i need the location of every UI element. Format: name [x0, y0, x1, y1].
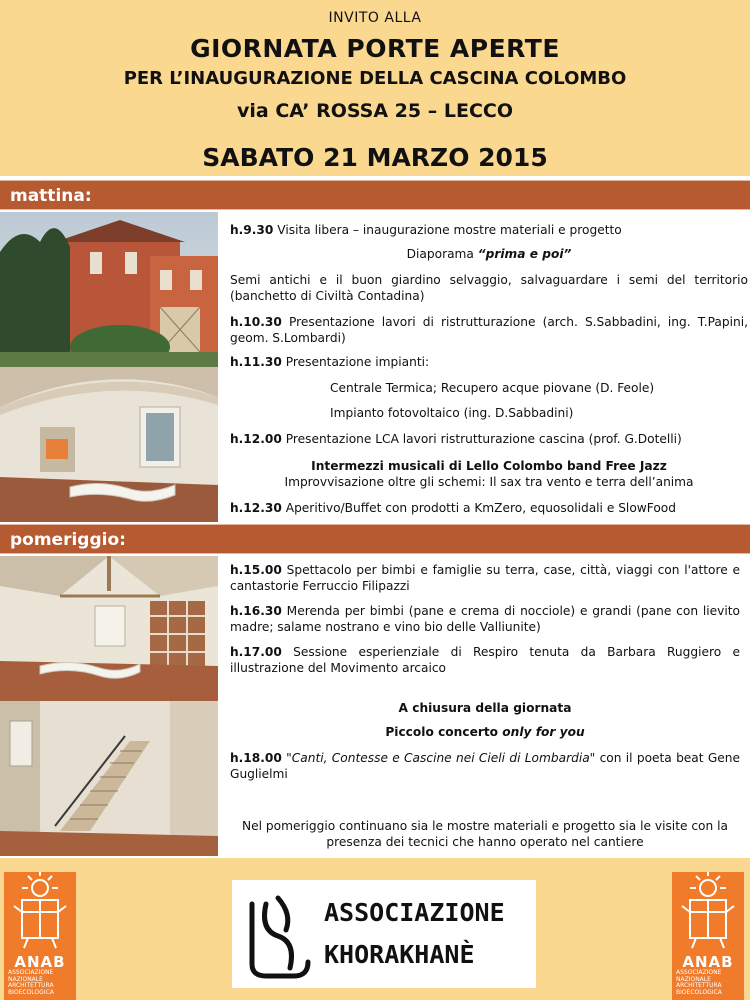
event-item	[230, 458, 748, 490]
event-item	[230, 700, 740, 716]
anab-wordmark: ANAB	[682, 953, 734, 971]
event-emphasis: only for you	[502, 725, 585, 739]
photo-house-exterior	[0, 212, 218, 367]
event-time: h.15.00	[230, 563, 282, 577]
event-title: GIORNATA PORTE APERTE	[190, 34, 560, 63]
photo-attic-room	[0, 556, 218, 701]
anab-emblem-icon	[4, 872, 76, 952]
event-text: Diaporama	[406, 247, 478, 261]
event-item	[230, 818, 740, 850]
section-afternoon-header: pomeriggio:	[0, 524, 750, 554]
event-item	[230, 354, 748, 370]
event-item	[230, 246, 748, 262]
event-text: A chiusura della giornata	[398, 701, 572, 715]
anab-subtitle: ASSOCIAZIONE NAZIONALE ARCHITETTURA BIOECOLOGICA	[676, 969, 722, 996]
event-item	[230, 405, 748, 421]
anab-logo	[4, 872, 76, 1000]
event-emphasis: "Canti, Contesse e Cascine nei Cieli di Lombardia"	[281, 751, 596, 765]
event-item	[230, 603, 740, 635]
photo-vaulted-room	[0, 367, 218, 522]
anab-logo	[672, 872, 744, 1000]
event-text: Presentazione impianti:	[281, 355, 430, 369]
event-text: Improvvisazione oltre gli schemi: Il sax tra vento e terra dell’anima	[284, 475, 694, 489]
event-text: Semi antichi e il buon giardino selvaggio, salvaguardare i semi del territorio (banchetto di Civiltà Contadina)	[230, 273, 748, 303]
event-item	[230, 314, 748, 346]
footer	[0, 858, 750, 1000]
event-text: Merenda per bimbi (pane e crema di nocciole) e grandi (pane con lievito madre; salame nostrano e vino bio delle Valliunite)	[230, 604, 740, 634]
event-time: h.10.30	[230, 315, 282, 329]
anab-wordmark: ANAB	[14, 953, 66, 971]
khorakhane-line1: ASSOCIAZIONE	[324, 898, 505, 927]
section-morning-header: mattina:	[0, 180, 750, 210]
header	[0, 0, 750, 176]
event-text: Centrale Termica; Recupero acque piovane (D. Feole)	[330, 381, 655, 395]
event-text: Visita libera – inaugurazione mostre materiali e progetto	[273, 223, 622, 237]
event-text: Presentazione lavori di ristrutturazione (arch. S.Sabbadini, ing. T.Papini, geom. S.Lombardi)	[230, 315, 748, 345]
event-item	[230, 644, 740, 676]
event-text: Spettacolo per bimbi e famiglie su terra, case, città, viaggi con l'attore e cantastorie Ferruccio Filipazzi	[230, 563, 740, 593]
event-text: Impianto fotovoltaico (ing. D.Sabbadini)	[330, 406, 574, 420]
khorakhane-line2: KHORAKHANÈ	[324, 940, 475, 969]
morning-program	[230, 222, 748, 522]
event-address: via CA’ ROSSA 25 – LECCO	[237, 100, 513, 122]
event-time: h.17.00	[230, 645, 282, 659]
invite-label: INVITO ALLA	[328, 10, 422, 26]
event-item	[230, 431, 748, 447]
event-item	[230, 500, 748, 516]
event-item	[230, 562, 740, 594]
event-item	[230, 750, 740, 782]
event-text: Nel pomeriggio continuano sia le mostre materiali e progetto sia le visite con la presenza dei tecnici che hanno operato nel cantiere	[242, 819, 728, 849]
event-time: h.9.30	[230, 223, 274, 237]
event-item	[230, 380, 748, 396]
photo-staircase	[0, 701, 218, 856]
event-item	[230, 272, 748, 304]
khorakhane-logo	[232, 880, 536, 988]
event-emphasis: “prima e poi”	[477, 247, 572, 261]
event-title: Intermezzi musicali di Lello Colombo band Free Jazz	[311, 459, 667, 473]
event-time: h.12.00	[230, 432, 282, 446]
event-time: h.16.30	[230, 604, 282, 618]
anab-emblem-icon	[672, 872, 744, 952]
khorakhane-emblem-icon	[238, 884, 318, 984]
event-item	[230, 724, 740, 740]
event-text: Aperitivo/Buffet con prodotti a KmZero, equosolidali e SlowFood	[281, 501, 676, 515]
event-text: Presentazione LCA lavori ristrutturazione cascina (prof. G.Dotelli)	[281, 432, 682, 446]
event-time: h.18.00	[230, 751, 282, 765]
event-time: h.12.30	[230, 501, 282, 515]
anab-subtitle: ASSOCIAZIONE NAZIONALE ARCHITETTURA BIOECOLOGICA	[8, 969, 54, 996]
event-text: con il poeta beat Gene Guglielmi	[230, 751, 741, 781]
event-time: h.11.30	[230, 355, 282, 369]
event-text: Piccolo concerto	[385, 725, 503, 739]
event-item	[230, 222, 748, 238]
event-text: Sessione esperienziale di Respiro tenuta da Barbara Ruggiero e illustrazione del Movimento arcaico	[230, 645, 740, 675]
afternoon-program	[230, 562, 745, 858]
event-date: SABATO 21 MARZO 2015	[202, 143, 548, 172]
event-subtitle: PER L’INAUGURAZIONE DELLA CASCINA COLOMBO	[123, 68, 627, 89]
